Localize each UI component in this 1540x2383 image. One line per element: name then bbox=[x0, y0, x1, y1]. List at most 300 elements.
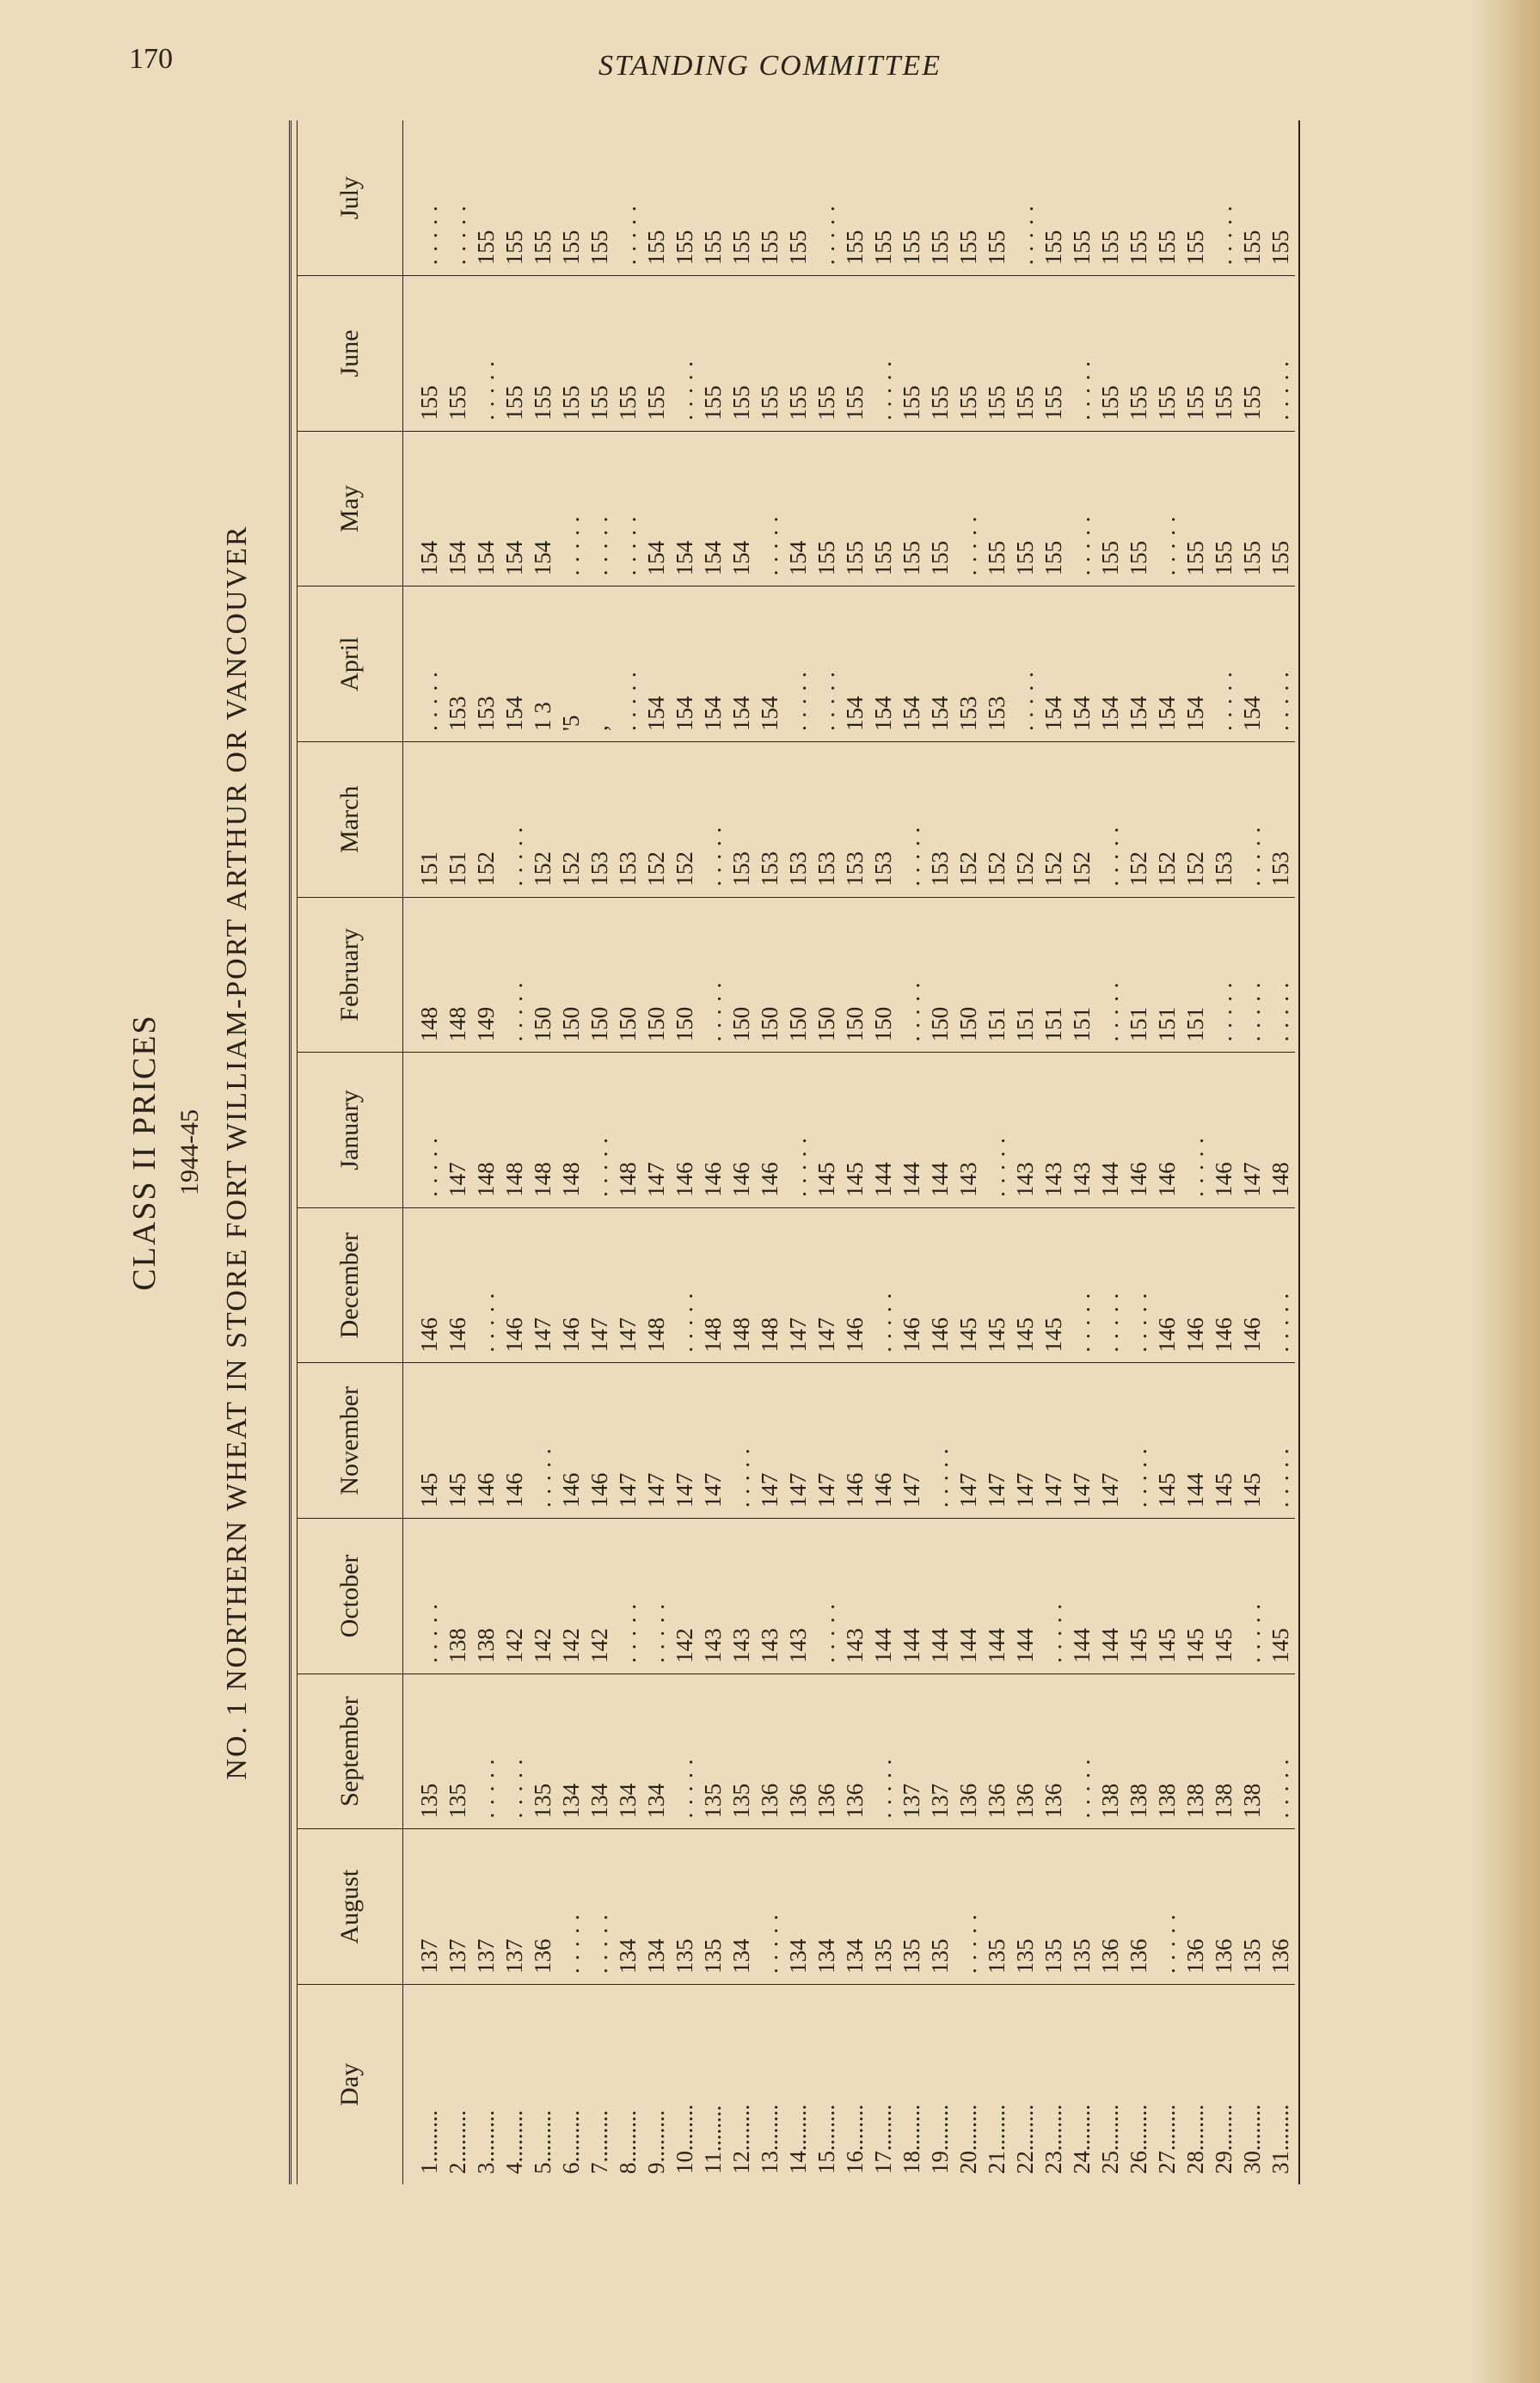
price-cell: 146 bbox=[842, 1472, 868, 1508]
price-cell: 147 bbox=[1069, 1472, 1095, 1508]
price-cell: 146 bbox=[416, 1317, 442, 1353]
price-cell: . . . . . bbox=[870, 1292, 896, 1353]
price-cell: 146 bbox=[501, 1472, 527, 1508]
price-cell: 153 bbox=[842, 851, 868, 887]
price-cell: 138 bbox=[1097, 1783, 1123, 1819]
price-cell: 145 bbox=[842, 1162, 868, 1197]
price-cell: 150 bbox=[955, 1006, 981, 1042]
price-cell: 155 bbox=[984, 540, 1009, 576]
price-cell: 145 bbox=[1239, 1472, 1265, 1508]
price-cell: 154 bbox=[473, 540, 499, 576]
day-cell: 18........ bbox=[899, 2104, 924, 2174]
february-column bbox=[403, 897, 1296, 1053]
july-values bbox=[415, 129, 1295, 265]
price-cell: 154 bbox=[899, 696, 924, 731]
day-cell: 10........ bbox=[672, 2104, 697, 2174]
header-row bbox=[298, 120, 403, 2184]
price-cell: 155 bbox=[586, 385, 612, 421]
price-cell: 155 bbox=[728, 385, 754, 421]
price-cell: 155 bbox=[473, 230, 499, 266]
price-cell: . . . . . bbox=[1267, 1447, 1293, 1508]
march-values bbox=[415, 751, 1295, 887]
price-cell: 153 bbox=[1211, 851, 1236, 887]
september-column bbox=[403, 1674, 1296, 1829]
price-cell: . . . . . bbox=[1012, 205, 1038, 266]
day-cell: 5......... bbox=[530, 2110, 555, 2174]
price-cell: . . . . . bbox=[1267, 1292, 1293, 1353]
price-cell: 148 bbox=[615, 1162, 641, 1197]
price-cell: 155 bbox=[785, 385, 811, 421]
day-column bbox=[403, 1985, 1296, 2185]
title-class-ii-prices: CLASS II PRICES bbox=[126, 1014, 163, 1291]
price-cell: 144 bbox=[1012, 1628, 1038, 1663]
price-cell: 155 bbox=[927, 230, 953, 266]
price-cell: 147 bbox=[1097, 1472, 1123, 1508]
price-cell: 147 bbox=[955, 1472, 981, 1508]
price-cell: 136 bbox=[1182, 1938, 1208, 1974]
price-cell: 142 bbox=[586, 1628, 612, 1663]
price-cell: 150 bbox=[757, 1006, 782, 1042]
price-cell: 143 bbox=[1012, 1162, 1038, 1197]
price-cell: 154 bbox=[1182, 696, 1208, 731]
rotated-price-table bbox=[120, 120, 1307, 2184]
page-header bbox=[0, 43, 1540, 95]
price-cell: 151 bbox=[1040, 1006, 1066, 1042]
price-cell: 147 bbox=[445, 1162, 470, 1197]
price-cell: 146 bbox=[586, 1472, 612, 1508]
price-cell: 147 bbox=[813, 1472, 839, 1508]
price-cell: 155 bbox=[586, 230, 612, 266]
page-number: 170 bbox=[129, 43, 173, 75]
price-cell: 138 bbox=[1154, 1783, 1180, 1819]
price-cell: 147 bbox=[586, 1317, 612, 1353]
price-cell: . . . . . bbox=[615, 515, 641, 576]
price-cell: 155 bbox=[1012, 540, 1038, 576]
price-cell: . . . . . bbox=[870, 1758, 896, 1819]
title-wheat-description: NO. 1 NORTHERN WHEAT IN STORE FORT WILLIAM-PORT ARTHUR OR VANCOUVER bbox=[221, 525, 253, 1780]
price-cell: 135 bbox=[530, 1783, 555, 1819]
price-cell: 138 bbox=[473, 1628, 499, 1663]
price-cell: 145 bbox=[1154, 1472, 1180, 1508]
price-cell: 135 bbox=[672, 1938, 697, 1974]
day-cell: 15........ bbox=[813, 2104, 839, 2174]
june-values bbox=[415, 285, 1295, 421]
price-cell: 155 bbox=[870, 540, 896, 576]
price-cell: 152 bbox=[1182, 851, 1208, 887]
price-cell: 155 bbox=[927, 540, 953, 576]
price-cell: 147 bbox=[615, 1317, 641, 1353]
price-cell: 147 bbox=[643, 1472, 669, 1508]
price-cell: . . . . . bbox=[530, 1447, 555, 1508]
price-cell: 146 bbox=[757, 1162, 782, 1197]
price-cell: 153 bbox=[728, 851, 754, 887]
price-cell: 147 bbox=[530, 1317, 555, 1353]
price-cell: 145 bbox=[416, 1472, 442, 1508]
day-cell: 17........ bbox=[870, 2104, 896, 2174]
price-cell: 136 bbox=[813, 1783, 839, 1819]
price-cell: 147 bbox=[1239, 1162, 1265, 1197]
price-cell: . . . . . bbox=[1211, 205, 1236, 266]
price-cell: 138 bbox=[1211, 1783, 1236, 1819]
day-cell: 26........ bbox=[1126, 2104, 1151, 2174]
price-cell: 146 bbox=[473, 1472, 499, 1508]
price-cell: . . . . . bbox=[813, 205, 839, 266]
may-column bbox=[403, 431, 1296, 587]
price-cell: 151 bbox=[1012, 1006, 1038, 1042]
day-cell: 25........ bbox=[1097, 2104, 1123, 2174]
price-cell: . . . . . bbox=[1069, 1292, 1095, 1353]
price-cell: 154 bbox=[728, 696, 754, 731]
price-cell: 144 bbox=[1097, 1628, 1123, 1663]
column-header-november: November bbox=[298, 1363, 403, 1519]
price-cell: . . . . . bbox=[1154, 1913, 1180, 1974]
price-cell: . . . . . bbox=[1211, 671, 1236, 731]
december-column bbox=[403, 1207, 1296, 1363]
table-titles bbox=[120, 120, 284, 2184]
price-cell: 155 bbox=[1182, 230, 1208, 266]
price-cell: 155 bbox=[1239, 230, 1265, 266]
price-cell: 147 bbox=[1012, 1472, 1038, 1508]
table-body-row bbox=[403, 120, 1296, 2184]
price-cell: . . . . . bbox=[927, 1447, 953, 1508]
price-cell: . . . . . bbox=[1069, 1758, 1095, 1819]
april-values bbox=[415, 595, 1295, 731]
price-cell: 146 bbox=[558, 1317, 584, 1353]
column-header-april: April bbox=[298, 587, 403, 742]
price-cell: 135 bbox=[1012, 1938, 1038, 1974]
column-header-september: September bbox=[298, 1674, 403, 1829]
price-cell: 148 bbox=[558, 1162, 584, 1197]
price-cell: 154 bbox=[700, 540, 726, 576]
price-cell: 146 bbox=[728, 1162, 754, 1197]
price-cell: 152 bbox=[955, 851, 981, 887]
price-cell: 148 bbox=[530, 1162, 555, 1197]
price-cell: 147 bbox=[984, 1472, 1009, 1508]
price-cell: 152 bbox=[984, 851, 1009, 887]
price-cell: 155 bbox=[757, 230, 782, 266]
price-cell: 136 bbox=[1040, 1783, 1066, 1819]
price-cell: 136 bbox=[785, 1783, 811, 1819]
price-cell: . . . . . bbox=[1267, 1758, 1293, 1819]
price-cell: 153 bbox=[927, 851, 953, 887]
price-cell: 143 bbox=[1040, 1162, 1066, 1197]
price-cell: 148 bbox=[700, 1317, 726, 1353]
price-cell: 145 bbox=[1211, 1472, 1236, 1508]
price-cell: 155 bbox=[643, 385, 669, 421]
running-head: STANDING COMMITTEE bbox=[598, 50, 942, 82]
price-cell: 136 bbox=[1097, 1938, 1123, 1974]
price-cell: 137 bbox=[473, 1938, 499, 1974]
price-cell: 155 bbox=[445, 385, 470, 421]
day-cell: 14........ bbox=[785, 2104, 811, 2174]
price-cell: . . . . . bbox=[416, 1137, 442, 1197]
day-cell: 28........ bbox=[1182, 2104, 1208, 2174]
price-cell: 145 bbox=[1040, 1317, 1066, 1353]
price-cell: 146 bbox=[899, 1317, 924, 1353]
price-cell: 142 bbox=[558, 1628, 584, 1663]
day-cell: 30........ bbox=[1239, 2104, 1265, 2174]
price-cell: 147 bbox=[813, 1317, 839, 1353]
price-cell: 155 bbox=[700, 385, 726, 421]
price-cell: . . . . . bbox=[955, 515, 981, 576]
price-cell: 154 bbox=[927, 696, 953, 731]
price-cell: . . . . . bbox=[1126, 1292, 1151, 1353]
price-cell: 152 bbox=[473, 851, 499, 887]
price-cell: 154 bbox=[643, 696, 669, 731]
price-cell: 143 bbox=[728, 1628, 754, 1663]
price-cell: 153 bbox=[870, 851, 896, 887]
price-cell: 155 bbox=[672, 230, 697, 266]
price-cell: 1 3 bbox=[530, 702, 555, 731]
price-cell: . . . . . bbox=[473, 360, 499, 421]
price-cell: 155 bbox=[1012, 385, 1038, 421]
august-column bbox=[403, 1829, 1296, 1985]
price-cell: 143 bbox=[785, 1628, 811, 1663]
price-cell: 136 bbox=[1126, 1938, 1151, 1974]
february-values bbox=[415, 906, 1295, 1042]
price-cell: . . . . . bbox=[955, 1913, 981, 1974]
price-cell: 137 bbox=[416, 1938, 442, 1974]
price-cell: 155 bbox=[955, 230, 981, 266]
october-values bbox=[415, 1527, 1295, 1663]
october-column bbox=[403, 1519, 1296, 1674]
price-cell: . . . . . bbox=[416, 671, 442, 731]
price-cell: 134 bbox=[615, 1938, 641, 1974]
price-cell: 136 bbox=[955, 1783, 981, 1819]
price-cell: 151 bbox=[1154, 1006, 1180, 1042]
price-cell: 147 bbox=[615, 1472, 641, 1508]
day-cell: 3......... bbox=[473, 2110, 499, 2174]
price-cell: 135 bbox=[1069, 1938, 1095, 1974]
price-cell: 155 bbox=[757, 385, 782, 421]
price-cell: . . . . . bbox=[1267, 360, 1293, 421]
price-cell: 154 bbox=[785, 540, 811, 576]
price-cell: 155 bbox=[870, 230, 896, 266]
price-cell: 153 bbox=[813, 851, 839, 887]
price-cell: . . . . . bbox=[445, 205, 470, 266]
january-values bbox=[415, 1061, 1295, 1197]
price-cell: 154 bbox=[1040, 696, 1066, 731]
price-cell: . . . . . bbox=[672, 360, 697, 421]
table-top-rule bbox=[289, 120, 298, 2184]
price-cell: . . . . . bbox=[757, 515, 782, 576]
price-cell: 146 bbox=[870, 1472, 896, 1508]
price-cell: . . . . . bbox=[757, 1913, 782, 1974]
price-cell: 148 bbox=[1267, 1162, 1293, 1197]
price-cell: 155 bbox=[1126, 540, 1151, 576]
price-cell: 151 bbox=[416, 851, 442, 887]
price-cell: 146 bbox=[1211, 1162, 1236, 1197]
price-cell: 155 bbox=[1182, 540, 1208, 576]
september-values bbox=[415, 1683, 1295, 1819]
price-cell: 149 bbox=[473, 1006, 499, 1042]
price-cell: . . . . . bbox=[728, 1447, 754, 1508]
price-cell: 147 bbox=[785, 1472, 811, 1508]
price-cell: 154 bbox=[1126, 696, 1151, 731]
price-cell: 145 bbox=[1154, 1628, 1180, 1663]
price-cell: . . . . . bbox=[899, 981, 924, 1042]
price-cell: . . . . . bbox=[1097, 826, 1123, 887]
price-cell: 148 bbox=[445, 1006, 470, 1042]
price-cell: 136 bbox=[1267, 1938, 1293, 1974]
day-cell: 8......... bbox=[615, 2110, 641, 2174]
price-cell: 155 bbox=[785, 230, 811, 266]
price-cell: 143 bbox=[955, 1162, 981, 1197]
price-cell: 143 bbox=[700, 1628, 726, 1663]
price-cell: 147 bbox=[1040, 1472, 1066, 1508]
price-cell: 155 bbox=[1154, 385, 1180, 421]
price-cell: 153 bbox=[984, 696, 1009, 731]
price-cell: 144 bbox=[955, 1628, 981, 1663]
price-cell: 155 bbox=[813, 540, 839, 576]
price-cell: 144 bbox=[870, 1162, 896, 1197]
price-cell: 150 bbox=[586, 1006, 612, 1042]
price-cell: 146 bbox=[445, 1317, 470, 1353]
price-cell: 155 bbox=[1040, 385, 1066, 421]
title-crop-year: 1944-45 bbox=[175, 1109, 204, 1195]
price-cell: 144 bbox=[984, 1628, 1009, 1663]
price-cell: . . . . . bbox=[984, 1137, 1009, 1197]
price-cell: 136 bbox=[1012, 1783, 1038, 1819]
august-values bbox=[415, 1838, 1295, 1974]
price-cell: 135 bbox=[927, 1938, 953, 1974]
price-cell: 151 bbox=[1069, 1006, 1095, 1042]
price-cell: 138 bbox=[1126, 1783, 1151, 1819]
price-cell: 144 bbox=[899, 1162, 924, 1197]
price-cell: 154 bbox=[672, 696, 697, 731]
price-cell: 155 bbox=[728, 230, 754, 266]
column-header-june: June bbox=[298, 276, 403, 432]
price-cell: 135 bbox=[728, 1783, 754, 1819]
price-cell: 146 bbox=[842, 1317, 868, 1353]
price-cell: 135 bbox=[899, 1938, 924, 1974]
price-cell: 151 bbox=[445, 851, 470, 887]
price-cell: . . . . . bbox=[1126, 1447, 1151, 1508]
price-cell: 155 bbox=[1239, 540, 1265, 576]
price-cell: . . . . . bbox=[672, 1292, 697, 1353]
price-cell: 152 bbox=[1069, 851, 1095, 887]
column-header-january: January bbox=[298, 1053, 403, 1208]
july-column bbox=[403, 120, 1296, 276]
price-cell: 134 bbox=[728, 1938, 754, 1974]
price-cell: 146 bbox=[672, 1162, 697, 1197]
price-cell: 145 bbox=[955, 1317, 981, 1353]
price-cell: 153 bbox=[1267, 851, 1293, 887]
day-cell: 2......... bbox=[445, 2110, 470, 2174]
price-cell: . . . . . bbox=[1069, 515, 1095, 576]
price-cell: 150 bbox=[842, 1006, 868, 1042]
price-cell: , bbox=[586, 725, 612, 731]
price-cell: 155 bbox=[643, 230, 669, 266]
price-cell: 143 bbox=[757, 1628, 782, 1663]
price-cell: 151 bbox=[1126, 1006, 1151, 1042]
price-cell: . . . . . bbox=[1069, 360, 1095, 421]
price-cell: 154 bbox=[870, 696, 896, 731]
price-cell: 135 bbox=[870, 1938, 896, 1974]
price-cell: 150 bbox=[870, 1006, 896, 1042]
price-cell: 147 bbox=[672, 1472, 697, 1508]
may-values bbox=[415, 440, 1295, 576]
price-cell: . . . . . bbox=[1097, 1292, 1123, 1353]
price-cell: 144 bbox=[1069, 1628, 1095, 1663]
price-cell: 136 bbox=[757, 1783, 782, 1819]
price-cell: . . . . . bbox=[473, 1292, 499, 1353]
price-cell: . . . . . bbox=[700, 981, 726, 1042]
price-cell: 134 bbox=[643, 1783, 669, 1819]
page-edge-shadow bbox=[1471, 0, 1540, 2383]
day-cell: 23........ bbox=[1040, 2104, 1066, 2174]
day-cell: 7......... bbox=[586, 2110, 612, 2174]
price-cell: . . . . . bbox=[1211, 981, 1236, 1042]
price-cell: 155 bbox=[416, 385, 442, 421]
price-cell: 143 bbox=[842, 1628, 868, 1663]
price-cell: . . . . . bbox=[672, 1758, 697, 1819]
price-cell: 155 bbox=[1267, 540, 1293, 576]
price-cell: 152 bbox=[1126, 851, 1151, 887]
december-values bbox=[415, 1217, 1295, 1353]
day-cell: 6......... bbox=[558, 2110, 584, 2174]
price-cell: 155 bbox=[955, 385, 981, 421]
price-cell: 147 bbox=[785, 1317, 811, 1353]
price-cell: 150 bbox=[813, 1006, 839, 1042]
column-header-december: December bbox=[298, 1207, 403, 1363]
price-cell: 144 bbox=[1097, 1162, 1123, 1197]
price-cell: 146 bbox=[1154, 1162, 1180, 1197]
price-cell: 155 bbox=[558, 385, 584, 421]
price-cell: 145 bbox=[1012, 1317, 1038, 1353]
price-cell: 153 bbox=[445, 696, 470, 731]
price-cell: 134 bbox=[643, 1938, 669, 1974]
price-cell: 150 bbox=[927, 1006, 953, 1042]
price-cell: 155 bbox=[1040, 230, 1066, 266]
price-cell: . . . . . bbox=[813, 1603, 839, 1663]
price-cell: 148 bbox=[501, 1162, 527, 1197]
day-cell: 13........ bbox=[757, 2104, 782, 2174]
price-cell: 135 bbox=[700, 1938, 726, 1974]
price-cell: 155 bbox=[501, 385, 527, 421]
price-cell: 155 bbox=[1097, 230, 1123, 266]
price-cell: . . . . . bbox=[785, 671, 811, 731]
price-cell: 155 bbox=[530, 385, 555, 421]
price-cell: 150 bbox=[672, 1006, 697, 1042]
price-cell: 153 bbox=[473, 696, 499, 731]
price-cell: 155 bbox=[1126, 385, 1151, 421]
price-cell: . . . . . bbox=[1154, 515, 1180, 576]
price-cell: 154 bbox=[757, 696, 782, 731]
price-cell: 142 bbox=[672, 1628, 697, 1663]
column-header-day: Day bbox=[298, 1985, 403, 2185]
price-cell: 155 bbox=[899, 230, 924, 266]
day-cell: 12........ bbox=[728, 2104, 754, 2174]
column-header-february: February bbox=[298, 897, 403, 1053]
price-cell: . . . . . bbox=[473, 1758, 499, 1819]
price-cell: 135 bbox=[700, 1783, 726, 1819]
price-cell: 155 bbox=[615, 385, 641, 421]
price-cell: 152 bbox=[1154, 851, 1180, 887]
price-cell: 135 bbox=[1040, 1938, 1066, 1974]
price-cell: . . . . . bbox=[586, 1137, 612, 1197]
price-cell: 146 bbox=[700, 1162, 726, 1197]
price-cell: . . . . . bbox=[586, 515, 612, 576]
price-cell: 134 bbox=[558, 1783, 584, 1819]
price-cell: 155 bbox=[1069, 230, 1095, 266]
price-cell: 144 bbox=[870, 1628, 896, 1663]
price-cell: 146 bbox=[1154, 1317, 1180, 1353]
price-cell: 155 bbox=[842, 540, 868, 576]
price-cell: 135 bbox=[445, 1783, 470, 1819]
price-cell: . . . . . bbox=[870, 360, 896, 421]
price-cell: 155 bbox=[1211, 540, 1236, 576]
